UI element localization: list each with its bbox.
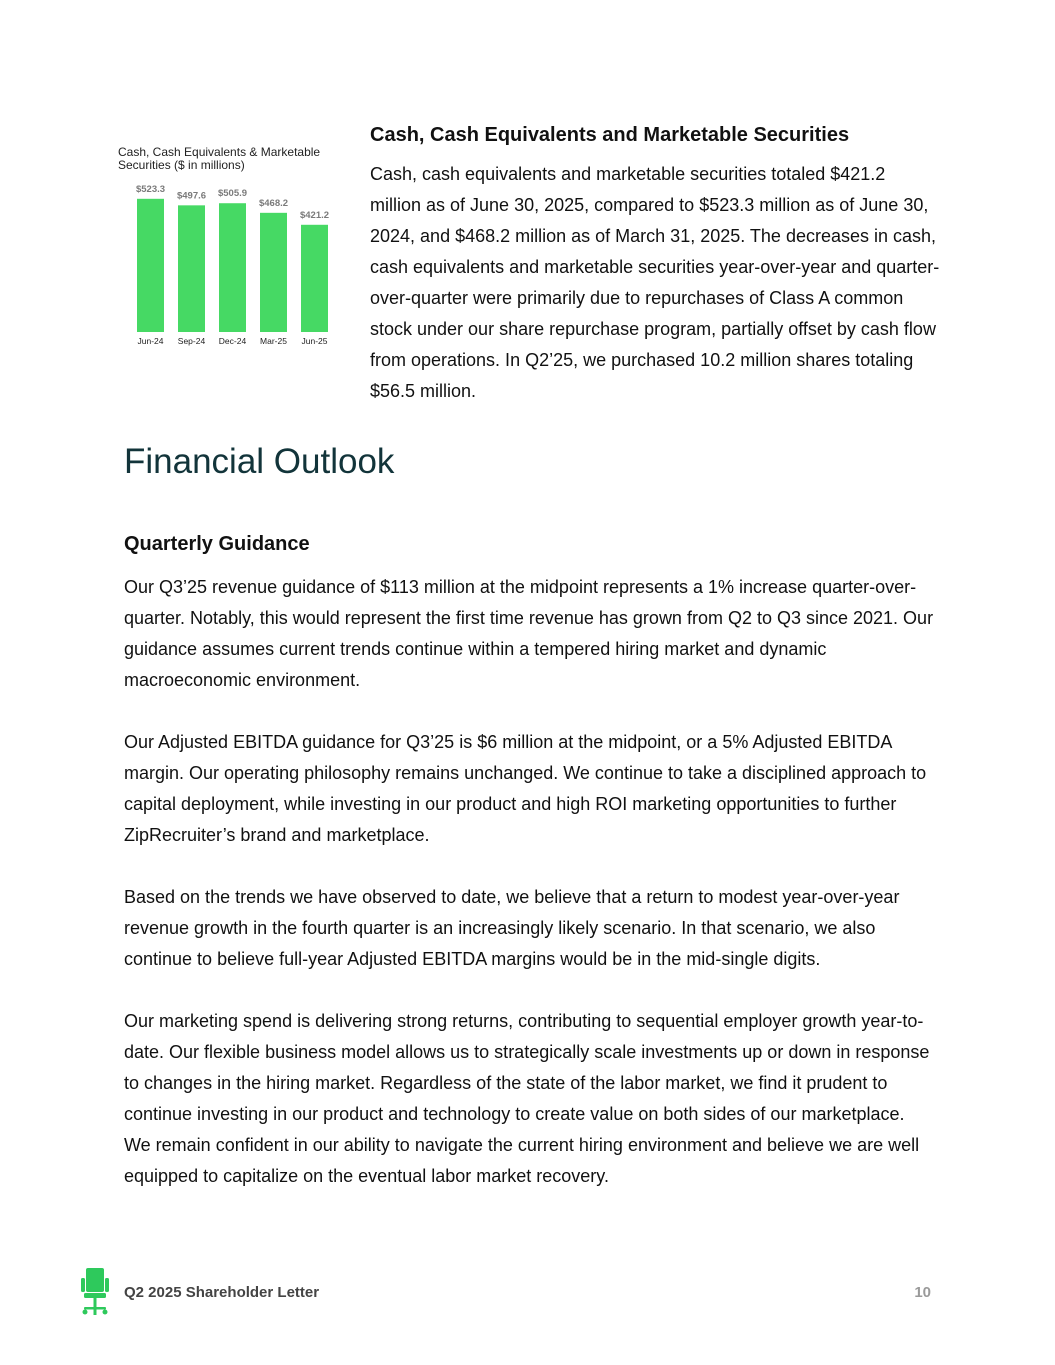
x-tick-label: Jun-24 <box>137 336 164 346</box>
guidance-paragraph: Based on the trends we have observed to date, we believe that a return to modest year-over-year revenue growth in the fourth quarter is an increasingly likely scenario. In that scenario, we also continue to believe full-year Adjusted EBITDA margins would be in the mid-single digits. <box>124 887 900 969</box>
x-tick-label: Dec-24 <box>218 336 247 346</box>
page-title: Financial Outlook <box>124 442 395 481</box>
bar-Sep-24 <box>178 205 205 332</box>
x-tick-label: Mar-25 <box>260 336 287 346</box>
x-tick-label: Jun-25 <box>301 336 328 346</box>
bar-Dec-24 <box>219 203 246 332</box>
bar-value-label: $468.2 <box>258 197 289 209</box>
bar-value-label: $421.2 <box>299 209 330 221</box>
guidance-heading: Quarterly Guidance <box>124 533 310 555</box>
cash-section <box>370 123 940 407</box>
page-number: 10 <box>914 1284 931 1301</box>
cash-bar-chart <box>118 183 333 348</box>
bar-value-label: $497.6 <box>176 190 207 202</box>
guidance-paragraph: Our marketing spend is delivering strong returns, contributing to sequential employer growth year-to-date. Our flexible business model allows us to strategically scale investments up or down in response to changes in the hiring market. Regardless of the state of the labor market, we find it prudent to continue investing in our product and technology to create value on both sides of our marketplace. We remain confident in our ability to navigate the current hiring environment and believe we are well equipped to capitalize on the eventual labor market recovery. <box>124 1011 930 1186</box>
cash-section-heading: Cash, Cash Equivalents and Marketable Securities <box>370 124 850 146</box>
footer-letter-title: Q2 2025 Shareholder Letter <box>124 1284 320 1301</box>
guidance-paragraph: Our Adjusted EBITDA guidance for Q3’25 is $6 million at the midpoint, or a 5% Adjusted EBITDA margin. Our operating philosophy remains unchanged. We continue to take a disciplined approach to capital deployment, while investing in our product and high ROI marketing opportunities to further ZipRecruiter’s brand and marketplace. <box>124 732 927 845</box>
bar-value-label: $523.3 <box>135 183 166 195</box>
x-tick-label: Sep-24 <box>177 336 206 346</box>
chair-logo-icon <box>79 1266 111 1318</box>
cash-chart <box>118 146 333 356</box>
guidance-paragraph: Our Q3’25 revenue guidance of $113 million at the midpoint represents a 1% increase quarter-over-quarter. Notably, this would represent the first time revenue has grown from Q2 to Q3 since 2021. Our guidance assumes current trends continue within a tempered hiring market and dynamic macroeconomic environment. <box>124 577 934 690</box>
guidance-section <box>124 532 934 1223</box>
chart-title: Cash, Cash Equivalents & Marketable Securities ($ in millions) <box>118 145 321 172</box>
bar-value-label: $505.9 <box>217 188 248 200</box>
cash-section-body: Cash, cash equivalents and marketable securities totaled $421.2 million as of June 30, 2025, compared to $523.3 million as of June 30, 2024, and $468.2 million as of March 31, 2025. The decreases in cash, cash equivalents and marketable securities year-over-year and quarter-over-quarter were primarily due to repurchases of Class A common stock under our share repurchase program, partially offset by cash flow from operations. In Q2’25, we purchased 10.2 million shares totaling $56.5 million. <box>370 164 940 401</box>
bar-Jun-24 <box>137 199 164 332</box>
bar-Jun-25 <box>301 225 328 332</box>
page-footer <box>0 1262 1055 1322</box>
bar-Mar-25 <box>260 213 287 332</box>
